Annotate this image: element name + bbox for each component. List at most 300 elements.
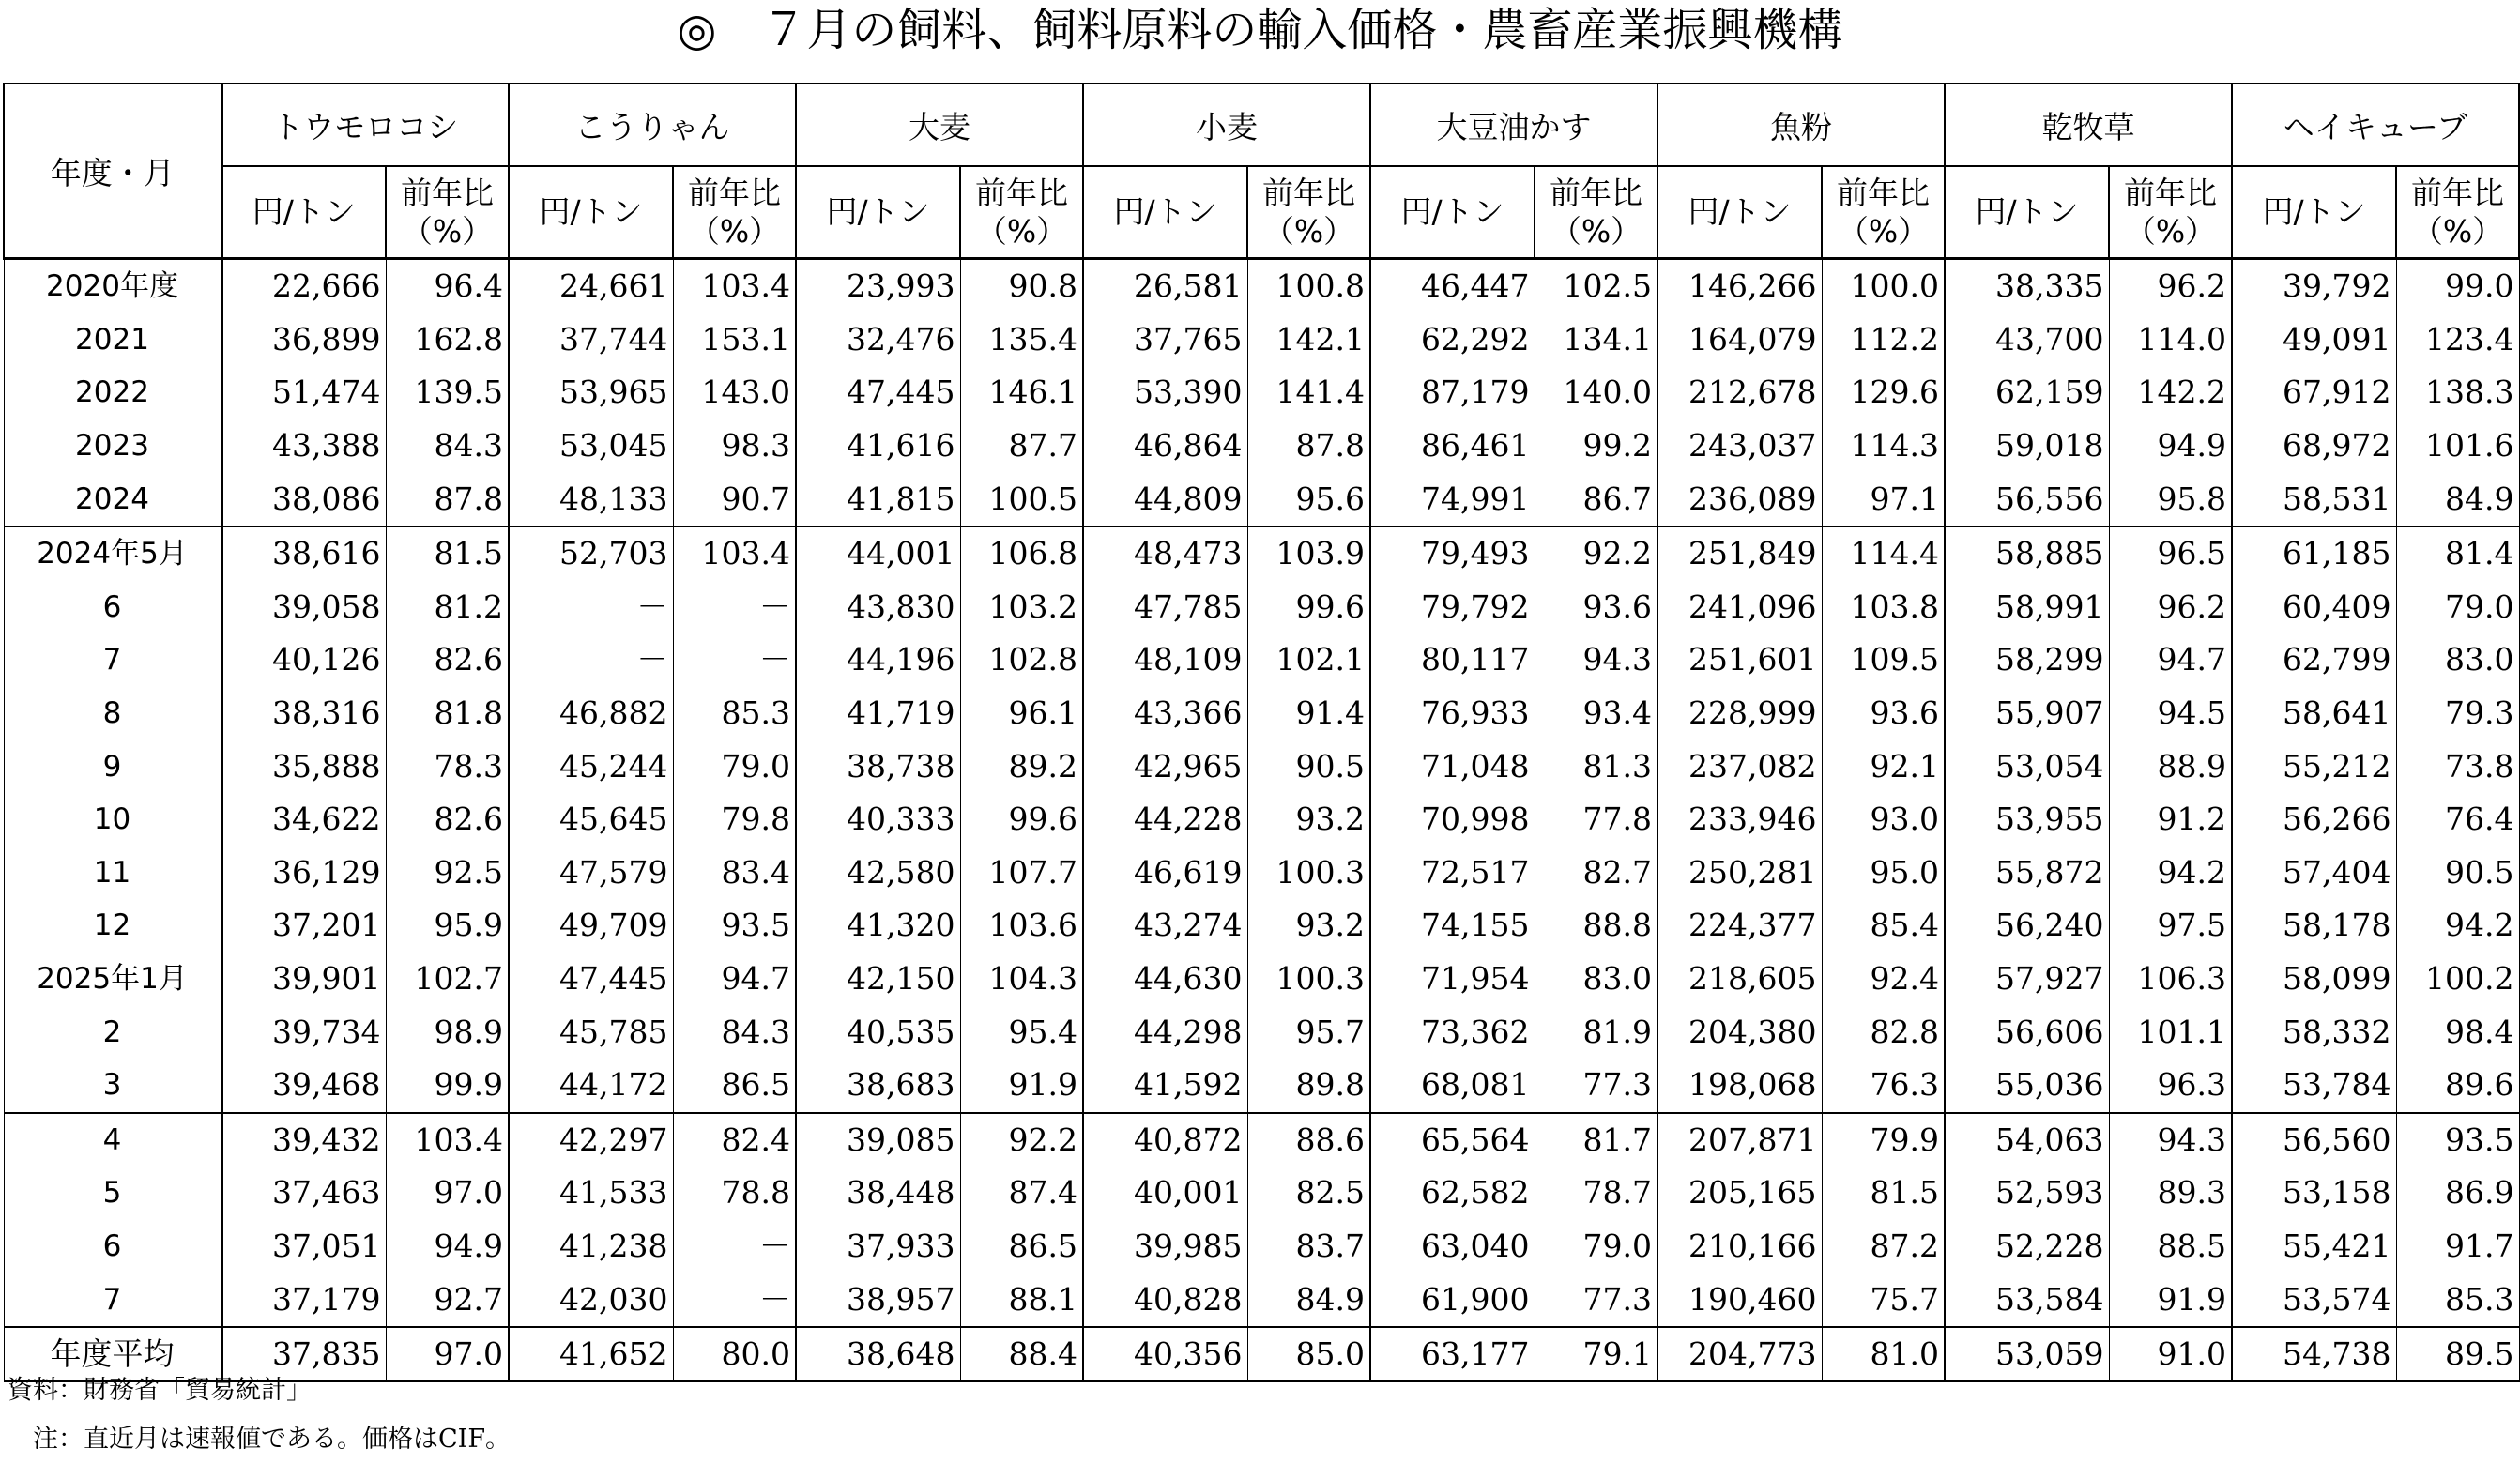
unit-price-header: 円/トン <box>1370 166 1535 259</box>
table-row <box>4 526 2519 581</box>
row-label: 6 <box>4 1220 221 1273</box>
ratio-cell: 135.4 <box>960 313 1083 367</box>
ratio-cell: 93.2 <box>1247 899 1370 953</box>
ratio-cell: 81.3 <box>1535 740 1657 793</box>
unit-price-header: 円/トン <box>796 166 960 259</box>
commodity-header: トウモロコシ <box>221 84 509 166</box>
ratio-cell: 97.5 <box>2109 899 2232 953</box>
yoy-ratio-header <box>2109 166 2232 259</box>
price-cell: 38,683 <box>796 1059 960 1113</box>
price-cell: 47,445 <box>509 953 673 1006</box>
price-cell: 42,297 <box>509 1113 673 1167</box>
ratio-cell: 76.3 <box>1822 1059 1945 1113</box>
row-label: 2024 <box>4 472 221 526</box>
yoy-ratio-label: 前年比 <box>2411 174 2504 211</box>
price-cell: 73,362 <box>1370 1005 1535 1059</box>
commodity-header: 乾牧草 <box>1945 84 2232 166</box>
ratio-cell: 95.0 <box>1822 846 1945 900</box>
ratio-cell: 162.8 <box>386 313 509 367</box>
price-cell: 58,885 <box>1945 526 2109 581</box>
price-cell: 62,799 <box>2232 633 2396 687</box>
price-cell: 44,196 <box>796 633 960 687</box>
ratio-cell: 153.1 <box>673 313 796 367</box>
price-cell: 71,954 <box>1370 953 1535 1006</box>
price-cell: 40,872 <box>1083 1113 1247 1167</box>
price-cell: 59,018 <box>1945 419 2109 473</box>
yoy-ratio-label: 前年比 <box>1837 174 1930 211</box>
table-row <box>4 581 2519 634</box>
ratio-cell: 87.4 <box>960 1167 1083 1220</box>
ratio-cell: 106.3 <box>2109 953 2232 1006</box>
price-cell: 54,063 <box>1945 1113 2109 1167</box>
price-cell: 57,927 <box>1945 953 2109 1006</box>
price-cell: 61,900 <box>1370 1273 1535 1327</box>
ratio-cell: 99.6 <box>1247 581 1370 634</box>
price-cell: 243,037 <box>1657 419 1822 473</box>
table-row <box>4 1167 2519 1220</box>
ratio-cell: 94.9 <box>386 1220 509 1273</box>
price-cell: 44,228 <box>1083 793 1247 846</box>
price-cell: 207,871 <box>1657 1113 1822 1167</box>
price-cell: 241,096 <box>1657 581 1822 634</box>
table-row <box>4 1059 2519 1113</box>
ratio-cell: 142.2 <box>2109 366 2232 419</box>
price-cell: 72,517 <box>1370 846 1535 900</box>
price-cell: 56,240 <box>1945 899 2109 953</box>
row-label: 2024年5月 <box>4 526 221 581</box>
price-cell: 68,081 <box>1370 1059 1535 1113</box>
price-cell: 38,738 <box>796 740 960 793</box>
price-cell: 41,815 <box>796 472 960 526</box>
ratio-cell: 96.3 <box>2109 1059 2232 1113</box>
price-cell: 55,421 <box>2232 1220 2396 1273</box>
ratio-cell: 98.4 <box>2396 1005 2519 1059</box>
price-cell: 44,172 <box>509 1059 673 1113</box>
yoy-ratio-label: 前年比 <box>401 174 494 211</box>
ratio-cell: 84.3 <box>386 419 509 473</box>
ratio-cell: 93.2 <box>1247 793 1370 846</box>
price-cell: 48,109 <box>1083 633 1247 687</box>
price-cell: 36,129 <box>221 846 386 900</box>
price-cell: 48,473 <box>1083 526 1247 581</box>
table-row <box>4 313 2519 367</box>
ratio-cell: 95.7 <box>1247 1005 1370 1059</box>
ratio-cell: 82.6 <box>386 633 509 687</box>
price-cell: 37,179 <box>221 1273 386 1327</box>
ratio-cell: － <box>673 633 796 687</box>
ratio-cell: 107.7 <box>960 846 1083 900</box>
price-cell: 53,390 <box>1083 366 1247 419</box>
price-cell: 58,099 <box>2232 953 2396 1006</box>
row-label: 12 <box>4 899 221 953</box>
ratio-cell: 142.1 <box>1247 313 1370 367</box>
price-cell: 47,445 <box>796 366 960 419</box>
price-cell: 39,468 <box>221 1059 386 1113</box>
ratio-cell: 93.5 <box>2396 1113 2519 1167</box>
table-row <box>4 472 2519 526</box>
table-body <box>4 259 2519 1382</box>
table-row <box>4 1273 2519 1327</box>
ratio-cell: 81.9 <box>1535 1005 1657 1059</box>
price-cell: 251,849 <box>1657 526 1822 581</box>
ratio-cell: 114.4 <box>1822 526 1945 581</box>
ratio-cell: 90.7 <box>673 472 796 526</box>
price-cell: 58,178 <box>2232 899 2396 953</box>
ratio-cell: 138.3 <box>2396 366 2519 419</box>
yoy-ratio-unit: （%） <box>1550 213 1642 250</box>
price-cell: 39,985 <box>1083 1220 1247 1273</box>
price-cell: 57,404 <box>2232 846 2396 900</box>
ratio-cell: 109.5 <box>1822 633 1945 687</box>
ratio-cell: 103.2 <box>960 581 1083 634</box>
price-cell: 38,957 <box>796 1273 960 1327</box>
ratio-cell: 139.5 <box>386 366 509 419</box>
price-cell: 190,460 <box>1657 1273 1822 1327</box>
yoy-ratio-unit: （%） <box>688 213 781 250</box>
price-cell: 46,619 <box>1083 846 1247 900</box>
price-cell: 56,606 <box>1945 1005 2109 1059</box>
ratio-cell: 84.9 <box>2396 472 2519 526</box>
ratio-cell: 81.4 <box>2396 526 2519 581</box>
commodity-header: ヘイキューブ <box>2232 84 2519 166</box>
ratio-cell: 112.2 <box>1822 313 1945 367</box>
price-cell: 39,901 <box>221 953 386 1006</box>
price-cell: 41,533 <box>509 1167 673 1220</box>
ratio-cell: 101.6 <box>2396 419 2519 473</box>
ratio-cell: 96.5 <box>2109 526 2232 581</box>
ratio-cell: 96.2 <box>2109 581 2232 634</box>
price-cell: 53,158 <box>2232 1167 2396 1220</box>
price-cell: 46,447 <box>1370 259 1535 313</box>
price-cell: 53,574 <box>2232 1273 2396 1327</box>
ratio-cell: 78.8 <box>673 1167 796 1220</box>
ratio-cell: 99.6 <box>960 793 1083 846</box>
table-row <box>4 793 2519 846</box>
unit-price-header: 円/トン <box>509 166 673 259</box>
row-label: 4 <box>4 1113 221 1167</box>
price-cell: 79,493 <box>1370 526 1535 581</box>
ratio-cell: 100.5 <box>960 472 1083 526</box>
yoy-ratio-unit: （%） <box>1262 213 1355 250</box>
price-cell: 65,564 <box>1370 1113 1535 1167</box>
price-cell: 37,744 <box>509 313 673 367</box>
row-label: 3 <box>4 1059 221 1113</box>
price-cell: 58,299 <box>1945 633 2109 687</box>
row-label: 8 <box>4 687 221 740</box>
price-cell: 74,991 <box>1370 472 1535 526</box>
row-label: 5 <box>4 1167 221 1220</box>
commodity-header: 大豆油かす <box>1370 84 1657 166</box>
table-row <box>4 259 2519 313</box>
price-cell: 38,616 <box>221 526 386 581</box>
ratio-cell: － <box>673 1220 796 1273</box>
ratio-cell: 79.3 <box>2396 687 2519 740</box>
ratio-cell: 92.2 <box>960 1113 1083 1167</box>
price-cell: 53,784 <box>2232 1059 2396 1113</box>
price-cell: 74,155 <box>1370 899 1535 953</box>
ratio-cell: 83.0 <box>2396 633 2519 687</box>
price-cell: 224,377 <box>1657 899 1822 953</box>
ratio-cell: 94.3 <box>1535 633 1657 687</box>
ratio-cell: 86.5 <box>673 1059 796 1113</box>
price-cell: 61,185 <box>2232 526 2396 581</box>
price-cell: 198,068 <box>1657 1059 1822 1113</box>
ratio-cell: 102.5 <box>1535 259 1657 313</box>
price-cell: 58,332 <box>2232 1005 2396 1059</box>
price-cell: 40,828 <box>1083 1273 1247 1327</box>
price-cell: 52,593 <box>1945 1167 2109 1220</box>
ratio-cell: 77.3 <box>1535 1273 1657 1327</box>
price-cell: 80,117 <box>1370 633 1535 687</box>
price-cell: 40,356 <box>1083 1327 1247 1382</box>
price-cell: 58,641 <box>2232 687 2396 740</box>
ratio-cell: 101.1 <box>2109 1005 2232 1059</box>
price-cell: 40,333 <box>796 793 960 846</box>
notes <box>8 1366 511 1464</box>
ratio-cell: 103.4 <box>386 1113 509 1167</box>
price-cell: 68,972 <box>2232 419 2396 473</box>
yoy-ratio-header <box>2396 166 2519 259</box>
ratio-cell: 91.2 <box>2109 793 2232 846</box>
ratio-cell: 91.9 <box>960 1059 1083 1113</box>
ratio-cell: 98.9 <box>386 1005 509 1059</box>
ratio-cell: 103.4 <box>673 526 796 581</box>
price-cell: 250,281 <box>1657 846 1822 900</box>
ratio-cell: 92.2 <box>1535 526 1657 581</box>
row-label: 10 <box>4 793 221 846</box>
table-row <box>4 846 2519 900</box>
commodity-header: 小麦 <box>1083 84 1370 166</box>
price-cell: 237,082 <box>1657 740 1822 793</box>
ratio-cell: 93.6 <box>1822 687 1945 740</box>
ratio-cell: 103.6 <box>960 899 1083 953</box>
yoy-ratio-label: 前年比 <box>1262 174 1355 211</box>
ratio-cell: 83.0 <box>1535 953 1657 1006</box>
price-cell: 62,292 <box>1370 313 1535 367</box>
ratio-cell: 92.1 <box>1822 740 1945 793</box>
yoy-ratio-header <box>960 166 1083 259</box>
ratio-cell: 81.2 <box>386 581 509 634</box>
price-cell: 205,165 <box>1657 1167 1822 1220</box>
price-cell: 56,266 <box>2232 793 2396 846</box>
ratio-cell: 87.7 <box>960 419 1083 473</box>
ratio-cell: 90.5 <box>1247 740 1370 793</box>
yoy-ratio-header <box>673 166 796 259</box>
price-cell: 49,709 <box>509 899 673 953</box>
price-cell: 41,320 <box>796 899 960 953</box>
page-title: ◎ ７月の飼料、飼料原料の輸入価格・農畜産業振興機構 <box>677 4 1843 56</box>
ratio-cell: 96.2 <box>2109 259 2232 313</box>
price-cell: 51,474 <box>221 366 386 419</box>
ratio-cell: 94.7 <box>2109 633 2232 687</box>
ratio-cell: 85.4 <box>1822 899 1945 953</box>
ratio-cell: 141.4 <box>1247 366 1370 419</box>
ratio-cell: 91.9 <box>2109 1273 2232 1327</box>
ratio-cell: 82.5 <box>1247 1167 1370 1220</box>
price-cell: 41,652 <box>509 1327 673 1382</box>
price-cell: 37,463 <box>221 1167 386 1220</box>
source-note: 資料：財務省「貿易統計」 <box>8 1376 312 1405</box>
ratio-cell: 87.8 <box>386 472 509 526</box>
unit-price-header: 円/トン <box>1083 166 1247 259</box>
ratio-cell: 82.4 <box>673 1113 796 1167</box>
price-cell: 36,899 <box>221 313 386 367</box>
price-cell: 37,835 <box>221 1327 386 1382</box>
ratio-cell: 89.2 <box>960 740 1083 793</box>
ratio-cell: 88.6 <box>1247 1113 1370 1167</box>
ratio-cell: 77.3 <box>1535 1059 1657 1113</box>
price-cell: 46,882 <box>509 687 673 740</box>
price-cell: 204,380 <box>1657 1005 1822 1059</box>
ratio-cell: 79.0 <box>673 740 796 793</box>
row-label: 2020年度 <box>4 259 221 313</box>
price-cell: 56,556 <box>1945 472 2109 526</box>
price-cell: 47,785 <box>1083 581 1247 634</box>
ratio-cell: 100.8 <box>1247 259 1370 313</box>
table-row <box>4 1005 2519 1059</box>
ratio-cell: 85.3 <box>673 687 796 740</box>
price-cell: 53,965 <box>509 366 673 419</box>
price-cell: 52,703 <box>509 526 673 581</box>
price-cell: 43,830 <box>796 581 960 634</box>
yoy-ratio-unit: （%） <box>1837 213 1930 250</box>
ratio-cell: 86.5 <box>960 1220 1083 1273</box>
price-cell: 63,177 <box>1370 1327 1535 1382</box>
ratio-cell: 94.5 <box>2109 687 2232 740</box>
ratio-cell: 94.2 <box>2396 899 2519 953</box>
table-row <box>4 1113 2519 1167</box>
ratio-cell: 100.0 <box>1822 259 1945 313</box>
price-cell: 37,051 <box>221 1220 386 1273</box>
row-label: 2022 <box>4 366 221 419</box>
price-cell: 43,366 <box>1083 687 1247 740</box>
ratio-cell: 95.8 <box>2109 472 2232 526</box>
price-cell: 45,645 <box>509 793 673 846</box>
ratio-cell: 85.3 <box>2396 1273 2519 1327</box>
ratio-cell: 100.2 <box>2396 953 2519 1006</box>
ratio-cell: 89.3 <box>2109 1167 2232 1220</box>
price-cell: 37,201 <box>221 899 386 953</box>
ratio-cell: 79.1 <box>1535 1327 1657 1382</box>
price-cell: 53,955 <box>1945 793 2109 846</box>
price-cell: 42,965 <box>1083 740 1247 793</box>
period-header: 年度・月 <box>4 84 221 259</box>
yoy-ratio-label: 前年比 <box>688 174 781 211</box>
yoy-ratio-label: 前年比 <box>975 174 1068 211</box>
row-label: 2 <box>4 1005 221 1059</box>
yoy-ratio-header <box>1247 166 1370 259</box>
price-cell: 63,040 <box>1370 1220 1535 1273</box>
price-cell: 37,933 <box>796 1220 960 1273</box>
ratio-cell: 86.9 <box>2396 1167 2519 1220</box>
price-cell: 35,888 <box>221 740 386 793</box>
ratio-cell: 73.8 <box>2396 740 2519 793</box>
price-cell: 40,535 <box>796 1005 960 1059</box>
price-cell: 34,622 <box>221 793 386 846</box>
ratio-cell: 95.6 <box>1247 472 1370 526</box>
row-label: 年度平均 <box>4 1327 221 1382</box>
price-cell: 233,946 <box>1657 793 1822 846</box>
price-cell: 38,335 <box>1945 259 2109 313</box>
commodity-header-row <box>4 84 2519 166</box>
price-cell: 41,238 <box>509 1220 673 1273</box>
price-cell: 212,678 <box>1657 366 1822 419</box>
ratio-cell: 81.7 <box>1535 1113 1657 1167</box>
table-row <box>4 366 2519 419</box>
price-cell: 45,785 <box>509 1005 673 1059</box>
price-cell: 86,461 <box>1370 419 1535 473</box>
table-row <box>4 740 2519 793</box>
ratio-cell: 84.9 <box>1247 1273 1370 1327</box>
yoy-ratio-header <box>1822 166 1945 259</box>
yoy-ratio-unit: （%） <box>401 213 494 250</box>
ratio-cell: 102.8 <box>960 633 1083 687</box>
price-cell: 45,244 <box>509 740 673 793</box>
price-cell: 41,592 <box>1083 1059 1247 1113</box>
ratio-cell: 98.3 <box>673 419 796 473</box>
ratio-cell: 114.3 <box>1822 419 1945 473</box>
ratio-cell: 140.0 <box>1535 366 1657 419</box>
footnote: 注：直近月は速報値である。価格はCIF。 <box>8 1425 512 1454</box>
ratio-cell: 78.3 <box>386 740 509 793</box>
ratio-cell: 85.0 <box>1247 1327 1370 1382</box>
ratio-cell: 92.7 <box>386 1273 509 1327</box>
price-cell: 228,999 <box>1657 687 1822 740</box>
row-label: 6 <box>4 581 221 634</box>
price-cell: 40,001 <box>1083 1167 1247 1220</box>
ratio-cell: 89.5 <box>2396 1327 2519 1382</box>
ratio-cell: 91.4 <box>1247 687 1370 740</box>
yoy-ratio-label: 前年比 <box>1550 174 1642 211</box>
ratio-cell: 83.7 <box>1247 1220 1370 1273</box>
row-label: 11 <box>4 846 221 900</box>
ratio-cell: 103.4 <box>673 259 796 313</box>
ratio-cell: 88.1 <box>960 1273 1083 1327</box>
ratio-cell: 81.0 <box>1822 1327 1945 1382</box>
price-cell: 43,274 <box>1083 899 1247 953</box>
price-cell: 62,159 <box>1945 366 2109 419</box>
ratio-cell: 93.0 <box>1822 793 1945 846</box>
ratio-cell: 90.5 <box>2396 846 2519 900</box>
ratio-cell: 94.2 <box>2109 846 2232 900</box>
commodity-header: 大麦 <box>796 84 1083 166</box>
price-cell: 39,432 <box>221 1113 386 1167</box>
price-cell: 37,765 <box>1083 313 1247 367</box>
ratio-cell: 92.5 <box>386 846 509 900</box>
ratio-cell: 78.7 <box>1535 1167 1657 1220</box>
ratio-cell: 94.9 <box>2109 419 2232 473</box>
commodity-header: 魚粉 <box>1657 84 1945 166</box>
price-cell: 42,580 <box>796 846 960 900</box>
commodity-header: こうりゃん <box>509 84 796 166</box>
ratio-cell: 80.0 <box>673 1327 796 1382</box>
row-label: 9 <box>4 740 221 793</box>
price-cell: － <box>509 633 673 687</box>
price-cell: 44,298 <box>1083 1005 1247 1059</box>
ratio-cell: 87.8 <box>1247 419 1370 473</box>
price-cell: 41,616 <box>796 419 960 473</box>
price-cell: 53,045 <box>509 419 673 473</box>
ratio-cell: 129.6 <box>1822 366 1945 419</box>
price-cell: 53,584 <box>1945 1273 2109 1327</box>
price-cell: 55,212 <box>2232 740 2396 793</box>
ratio-cell: 89.6 <box>2396 1059 2519 1113</box>
ratio-cell: 79.0 <box>1535 1220 1657 1273</box>
price-cell: 146,266 <box>1657 259 1822 313</box>
ratio-cell: 92.4 <box>1822 953 1945 1006</box>
ratio-cell: 94.7 <box>673 953 796 1006</box>
price-cell: 53,059 <box>1945 1327 2109 1382</box>
